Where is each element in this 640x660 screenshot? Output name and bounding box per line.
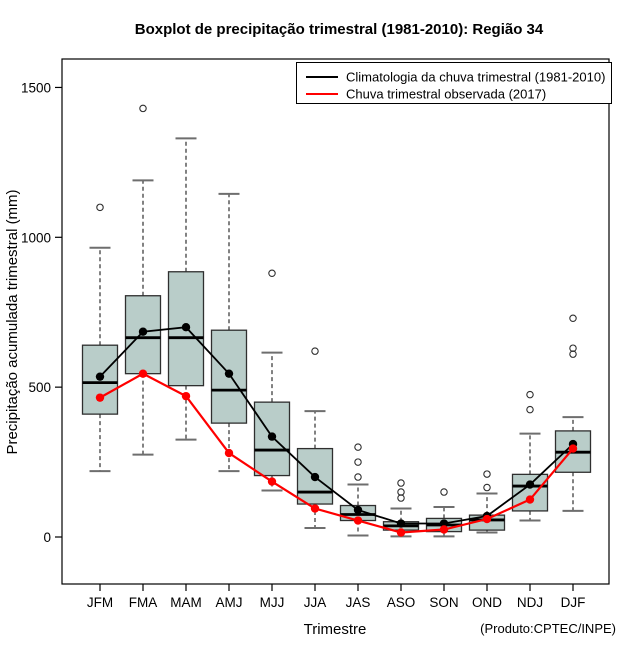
- legend-label-1: Chuva trimestral observada (2017): [346, 86, 547, 102]
- chart-title: Boxplot de precipitação trimestral (1981-2010): Região 34: [134, 21, 544, 38]
- y-axis-label: Precipitação acumulada trimestral (mm): [4, 189, 21, 455]
- x-tick-label: MJJ: [259, 595, 285, 610]
- x-tick-label: FMA: [128, 595, 158, 610]
- series-point-0-JAS: [354, 506, 362, 514]
- series-point-1-NDJ: [526, 495, 534, 503]
- series-point-0-MAM: [182, 323, 190, 331]
- y-tick-label: 1000: [20, 230, 51, 246]
- y-tick-label: 500: [28, 380, 51, 396]
- x-tick-label: MAM: [170, 595, 202, 610]
- series-point-0-JJA: [311, 473, 319, 481]
- series-point-1-JAS: [354, 516, 362, 524]
- x-axis-label: Trimestre: [303, 621, 367, 638]
- series-point-1-FMA: [139, 369, 147, 377]
- x-tick-label: SON: [429, 595, 459, 610]
- x-tick-label: JJA: [303, 595, 327, 610]
- series-point-1-SON: [440, 525, 448, 533]
- y-tick-label: 1500: [20, 80, 51, 96]
- x-tick-label: ASO: [386, 595, 416, 610]
- source-note: (Produto:CPTEC/INPE): [480, 621, 616, 636]
- series-point-0-JFM: [96, 372, 104, 380]
- series-point-0-FMA: [139, 328, 147, 336]
- series-point-0-ASO: [397, 519, 405, 527]
- series-point-0-MJJ: [268, 432, 276, 440]
- series-point-1-JJA: [311, 504, 319, 512]
- series-point-1-MJJ: [268, 477, 276, 485]
- series-point-1-MAM: [182, 392, 190, 400]
- series-point-1-DJF: [569, 444, 577, 452]
- x-tick-label: OND: [472, 595, 502, 610]
- x-tick-label: AMJ: [215, 595, 243, 610]
- series-point-1-ASO: [397, 528, 405, 536]
- series-point-1-OND: [483, 515, 491, 523]
- series-point-1-AMJ: [225, 449, 233, 457]
- series-point-0-AMJ: [225, 369, 233, 377]
- x-tick-label: DJF: [560, 595, 586, 610]
- legend-label-0: Climatologia da chuva trimestral (1981-2010): [346, 69, 606, 85]
- y-tick-label: 0: [43, 530, 51, 545]
- x-tick-label: JAS: [345, 595, 371, 610]
- series-point-1-JFM: [96, 393, 104, 401]
- series-point-0-NDJ: [526, 480, 534, 488]
- x-tick-label: JFM: [86, 595, 114, 610]
- x-tick-label: NDJ: [516, 595, 544, 610]
